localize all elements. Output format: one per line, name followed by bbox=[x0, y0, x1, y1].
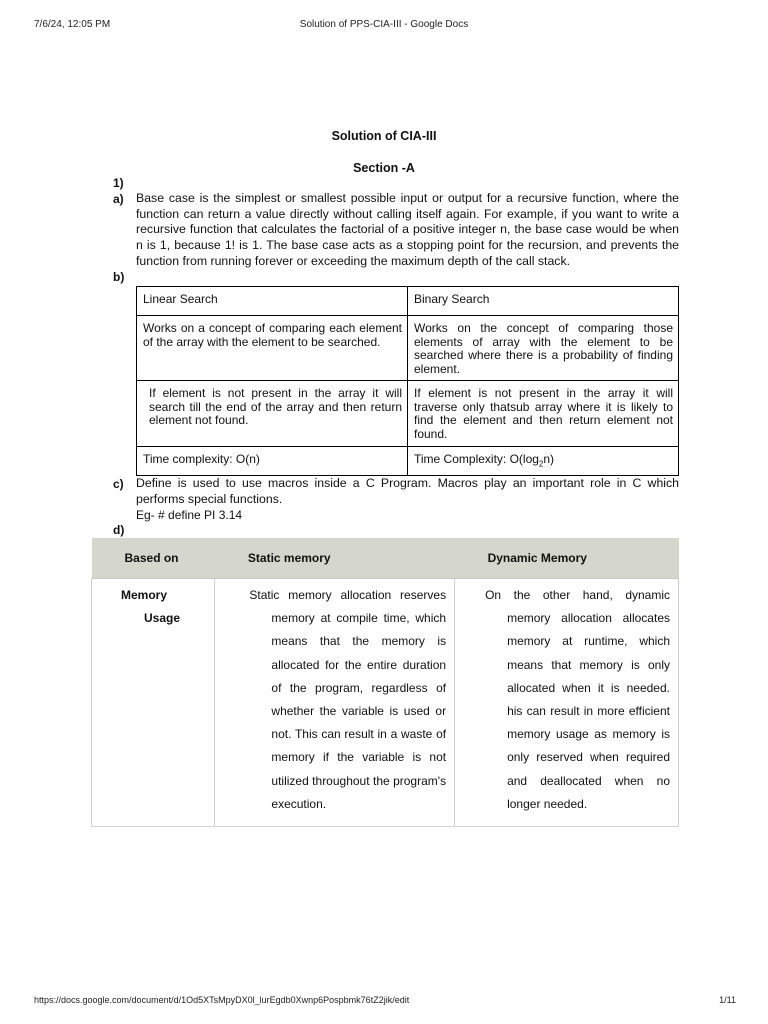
table-row bbox=[92, 538, 679, 579]
part-a-marker: a) bbox=[113, 192, 124, 206]
row-label bbox=[92, 579, 214, 630]
part-c-answer: Define is used to use macros inside a C Program. Macros play an important role in C which performs special functions. bbox=[136, 476, 679, 506]
page-number: 1/11 bbox=[719, 995, 736, 1005]
memory-comparison-table bbox=[91, 538, 679, 827]
table-cell: Time complexity: O(n) bbox=[137, 447, 408, 476]
table-cell bbox=[455, 579, 679, 827]
complexity-suffix: n) bbox=[543, 452, 555, 466]
table-cell: Works on the concept of comparing those elements of array with the element to be searched where there is a probability of finding element. bbox=[408, 316, 679, 381]
table-header-cell: Static memory bbox=[215, 538, 455, 579]
table-header-cell: Based on bbox=[92, 538, 215, 579]
part-b-marker: b) bbox=[113, 270, 125, 284]
table-header-cell: Linear Search bbox=[137, 287, 408, 316]
static-memory-text: Static memory allocation reserves memory at compile time, which means that the memory is allocated for the entire duration of the program, regardless of whether the variable is used or not. This can result in a waste of memory if the variable is not utilized throughout the program's execution. bbox=[249, 588, 447, 811]
table-cell bbox=[408, 447, 679, 476]
print-url: https://docs.google.com/document/d/1Od5XTsMpyDX0l_lurEgdb0Xwnp6Pospbmk76tZ2jik/edit bbox=[34, 995, 410, 1005]
print-datetime: 7/6/24, 12:05 PM bbox=[34, 19, 111, 30]
table-cell: If element is not present in the array it will traverse only thatsub array where it is likely to find the element and then return element not found. bbox=[408, 381, 679, 447]
table-row bbox=[137, 447, 679, 476]
table-cell bbox=[215, 579, 455, 827]
table-row bbox=[92, 579, 679, 827]
part-a-answer: Base case is the simplest or smallest possible input or output for a recursive function, where the function can return a value directly without calling itself again. For example, if you want to write a recursive function that calculates the factorial of a positive integer n, the base case would be when n is 1, because 1! is 1. The base case acts as a stopping point for the recursion, and prevents the function from running forever or exceeding the maximum depth of the call stack. bbox=[136, 191, 679, 268]
dynamic-memory-text: On the other hand, dynamic memory allocation allocates memory at runtime, which means that memory is only allocated when it is needed. his can result in more efficient memory usage as memory is only reserved when required and deallocated when no longer needed. bbox=[485, 588, 670, 811]
question-1-marker: 1) bbox=[113, 176, 124, 190]
table-header-cell: Dynamic Memory bbox=[455, 538, 679, 579]
search-comparison-table bbox=[136, 286, 679, 476]
table-cell bbox=[92, 579, 215, 827]
print-doc-title: Solution of PPS-CIA-III - Google Docs bbox=[299, 19, 469, 30]
table-row bbox=[137, 287, 679, 316]
table-cell: Works on a concept of comparing each element of the array with the element to be searched. bbox=[137, 316, 408, 381]
document-title: Solution of CIA-III bbox=[331, 129, 437, 143]
table-cell: If element is not present in the array it will search till the end of the array and then return element not found. bbox=[137, 381, 408, 447]
section-heading: Section -A bbox=[353, 161, 415, 175]
complexity-prefix: Time Complexity: O(log bbox=[414, 452, 539, 466]
part-d-marker: d) bbox=[113, 523, 125, 537]
complexity-subscript: 2 bbox=[538, 459, 544, 469]
macro-example: Eg- # define PI 3.14 bbox=[136, 508, 243, 522]
table-header-cell: Binary Search bbox=[408, 287, 679, 316]
row-label-line: Usage bbox=[144, 611, 181, 625]
table-row bbox=[137, 381, 679, 447]
table-row bbox=[137, 316, 679, 381]
row-label-line: Memory bbox=[121, 588, 168, 602]
part-c-marker: c) bbox=[113, 477, 124, 491]
